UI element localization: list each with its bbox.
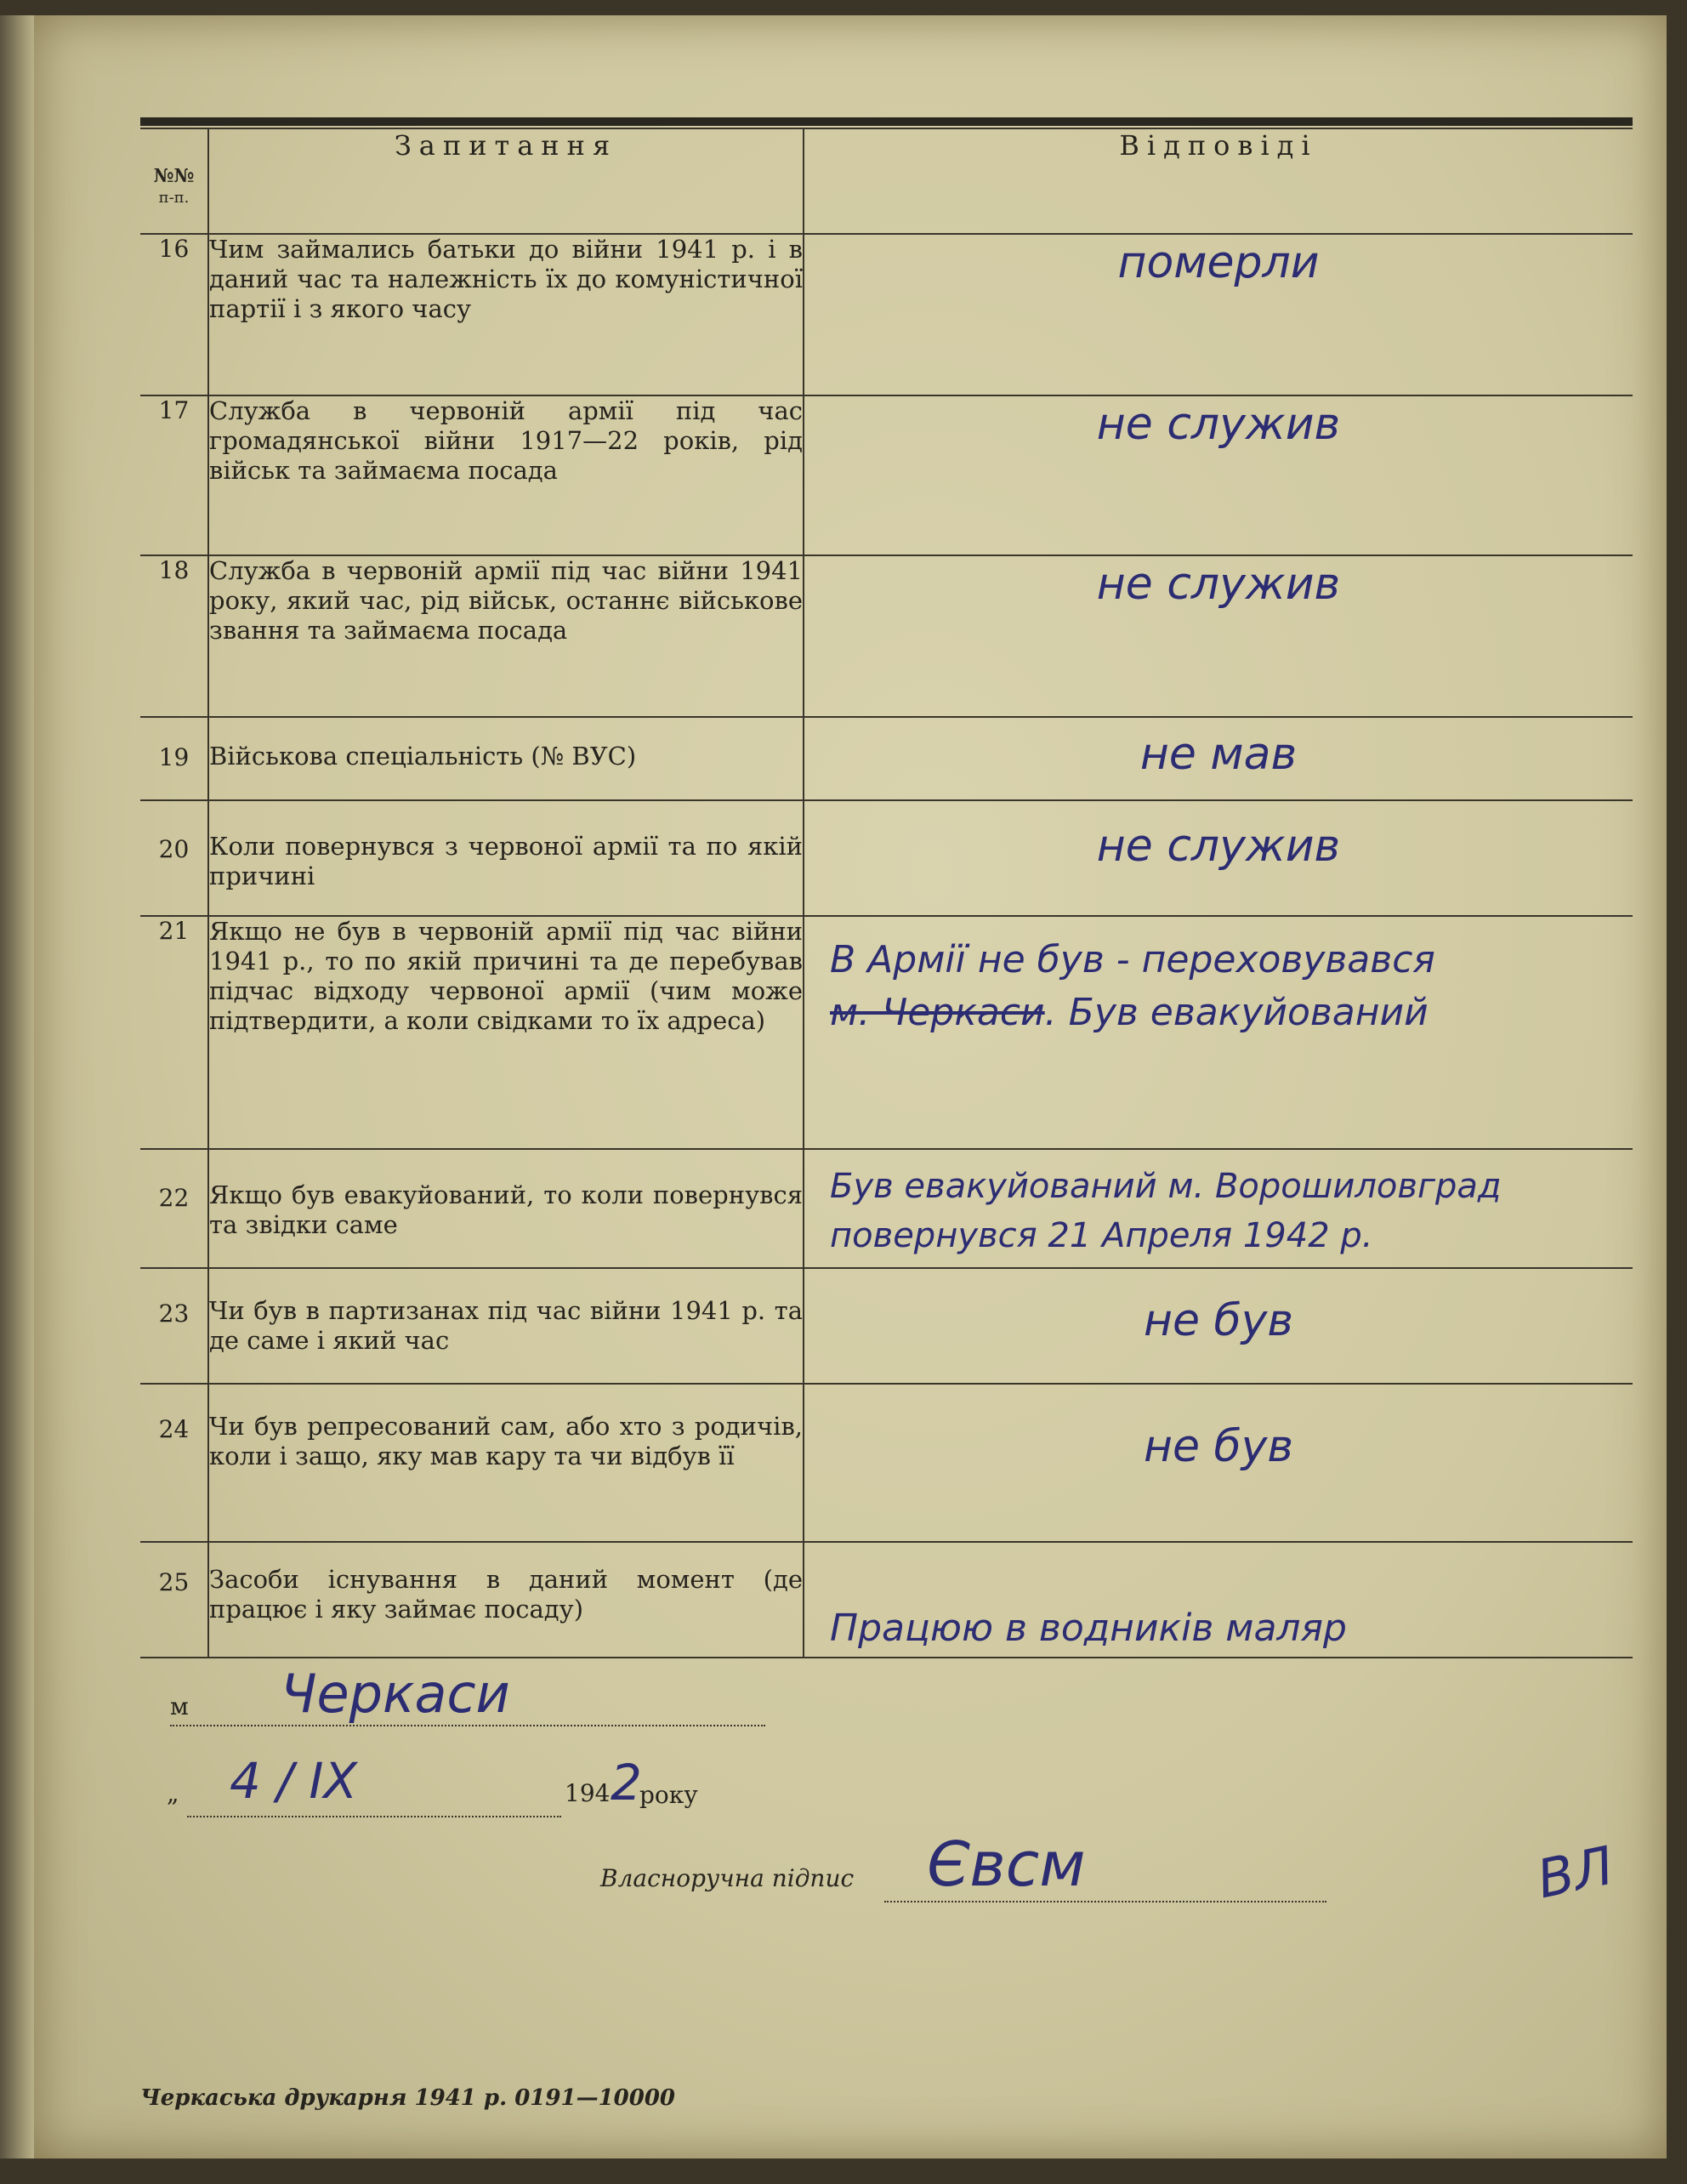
question-text: Військова спеціальність (№ ВУС) [208,717,804,800]
city-prefix: м [170,1692,189,1720]
row-number: 24 [140,1384,208,1542]
answer-line: В Армії не був - переховувався [830,938,1435,981]
question-text: Чи був в партизанах під час війни 1941 р. та де саме і який час [208,1268,804,1384]
handwritten-city: Черкаси [281,1663,510,1725]
table-row [140,800,1633,916]
handwritten-answer: не служив [804,555,1633,717]
handwritten-initials: ВЛ [1531,1834,1619,1911]
answer-line: повернувся 21 Апреля 1942 р. [830,1216,1373,1255]
row-number: 20 [140,800,208,916]
row-number: 19 [140,717,208,800]
number-header-sublabel: п-п. [158,189,190,207]
question-text: Коли повернувся з червоної армії та по якій причині [208,800,804,916]
question-text: Засоби існування в даний момент (де працює і яку займає посаду) [208,1542,804,1658]
table-header-row [140,128,1633,234]
handwritten-answer [804,916,1633,1149]
table-row [140,395,1633,555]
printer-imprint: Черкаська друкарня 1941 р. 0191—10000 [140,2085,676,2111]
question-column-header: Запитання [208,128,804,234]
handwritten-answer: не служив [804,800,1633,916]
header-rule [140,117,1633,126]
row-number: 23 [140,1268,208,1384]
handwritten-signature: Євсм [927,1829,1086,1900]
number-column-header [140,128,208,234]
table-row [140,1542,1633,1658]
row-number: 21 [140,916,208,1149]
handwritten-answer: померли [804,234,1633,395]
question-text: Служба в червоній армії під час війни 1941 року, який час, рід військ, останнє військове звання та займаєма посада [208,555,804,717]
handwritten-answer: не був [804,1384,1633,1542]
handwritten-answer: не служив [804,395,1633,555]
handwritten-date: 4 / IX [230,1752,358,1810]
year-suffix: року [639,1781,698,1809]
answer-line [830,987,1633,1039]
table-row [140,1268,1633,1384]
answer-continuation: . Був евакуйований [1044,991,1429,1034]
question-text: Чи був репресований сам, або хто з родичів, коли і защо, яку мав кару та чи відбув її [208,1384,804,1542]
date-prefix: „ [167,1779,179,1807]
number-header-label: №№ [153,165,195,187]
year-handwritten-digit: 2 [611,1754,642,1811]
table-row [140,1384,1633,1542]
handwritten-answer: не був [804,1268,1633,1384]
row-number: 22 [140,1149,208,1268]
answer-line: Був евакуйований м. Ворошиловград [830,1167,1502,1206]
question-text: Служба в червоній армії під час громадянської війни 1917—22 років, рід військ та займаєма посада [208,395,804,555]
row-number: 18 [140,555,208,717]
table-row [140,916,1633,1149]
signature-label: Власноручна підпис [600,1864,855,1892]
question-text: Якщо не був в червоній армії під час війни 1941 р., то по якій причині та де перебував підчас відходу червоної армії (чим може підтвердити, а коли свідками то їх адреса) [208,916,804,1149]
questionnaire-table [140,128,1633,1658]
row-number: 17 [140,395,208,555]
row-number: 25 [140,1542,208,1658]
question-text: Якщо був евакуйований, то коли повернувся та звідки саме [208,1149,804,1268]
row-number: 16 [140,234,208,395]
handwritten-answer: Працюю в водників маляр [804,1542,1633,1658]
handwritten-answer: не мав [804,717,1633,800]
table-row [140,1149,1633,1268]
handwritten-answer [804,1149,1633,1268]
struck-out-text: м. Черкаси [830,991,1045,1034]
table-row [140,234,1633,395]
answer-column-header: Відповіді [804,128,1633,234]
table-row [140,555,1633,717]
table-row [140,717,1633,800]
question-text: Чим займались батьки до війни 1941 р. і в даний час та належність їх до комуністичної партії і з якого часу [208,234,804,395]
year-printed: 194 [565,1779,611,1807]
